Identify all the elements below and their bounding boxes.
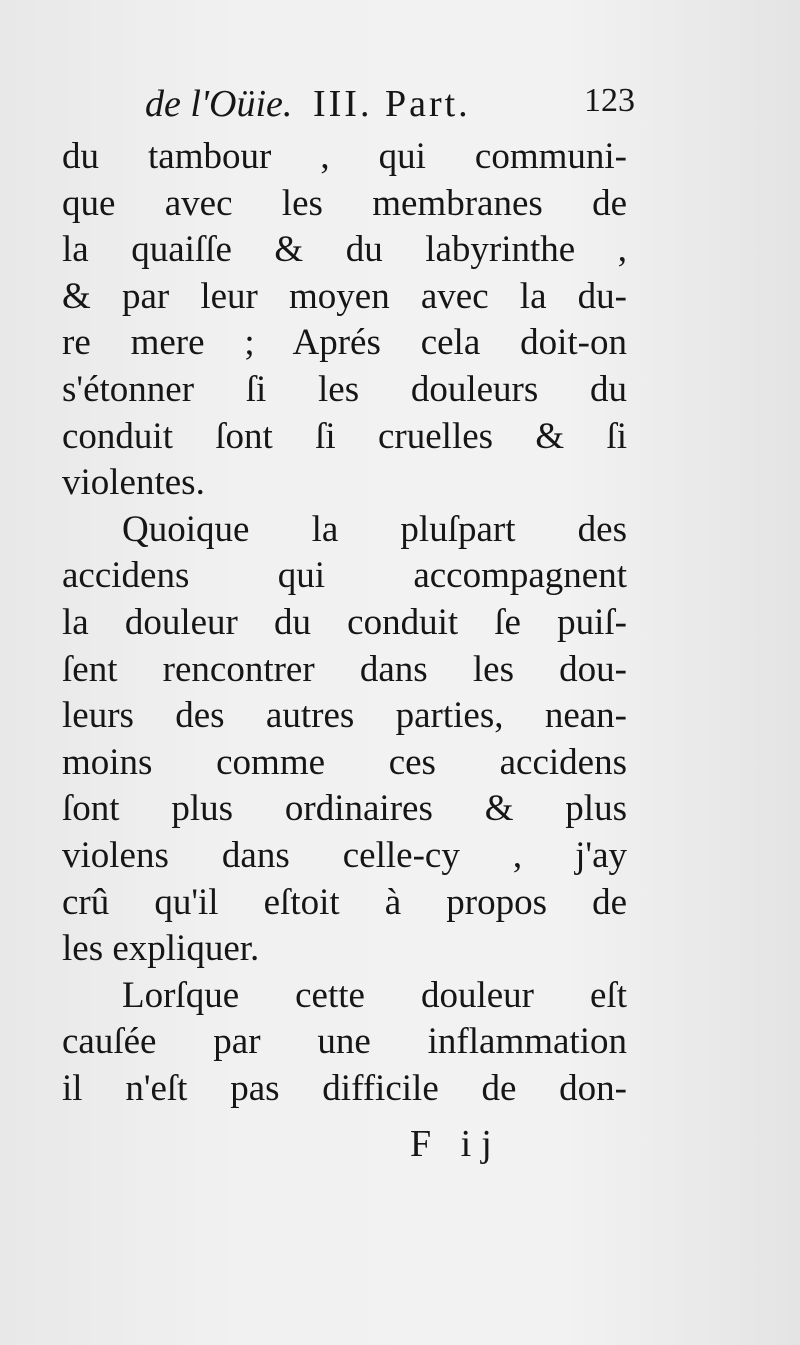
text-line: leurs des autres parties, nean- — [62, 695, 627, 737]
text-line: il n'eſt pas difficile de don- — [62, 1067, 627, 1109]
text-line: ſent rencontrer dans les dou- — [62, 648, 627, 690]
text-line: moins comme ces accidens — [62, 741, 627, 783]
text-line: du tambour , qui communi- — [62, 136, 627, 177]
text-line: violens dans celle-cy , j'ay — [62, 834, 627, 876]
text-line: s'étonner ſi les douleurs du — [62, 368, 627, 410]
page-number: 123 — [584, 82, 635, 119]
text-line: accidens qui accompagnent — [62, 555, 627, 597]
text-line: cauſée par une inflammation — [62, 1021, 627, 1063]
text-line: Lorſque cette douleur eſt — [122, 974, 627, 1016]
text-line: la douleur du conduit ſe puiſ- — [62, 601, 627, 643]
text-line: que avec les membranes de — [62, 182, 627, 224]
signature-mark: F ij — [410, 1123, 502, 1165]
text-line: conduit ſont ſi cruelles & ſi — [62, 415, 627, 457]
text-line: la quaiſſe & du labyrinthe , — [62, 229, 627, 271]
body-text — [62, 134, 627, 1112]
text-line: re mere ; Aprés cela doit-on — [62, 322, 627, 364]
text-line: ſont plus ordinaires & plus — [62, 788, 627, 830]
part-label: III. Part. — [313, 83, 471, 125]
running-title: de l'Oüie. — [145, 83, 293, 125]
text-line: crû qu'il eſtoit à propos de — [62, 881, 627, 923]
page-header — [145, 82, 635, 132]
text-line: les expliquer. — [62, 928, 260, 970]
text-line: Quoique la pluſpart des — [122, 508, 627, 550]
text-line: violentes. — [62, 462, 205, 504]
text-line: & par leur moyen avec la du- — [62, 275, 627, 317]
